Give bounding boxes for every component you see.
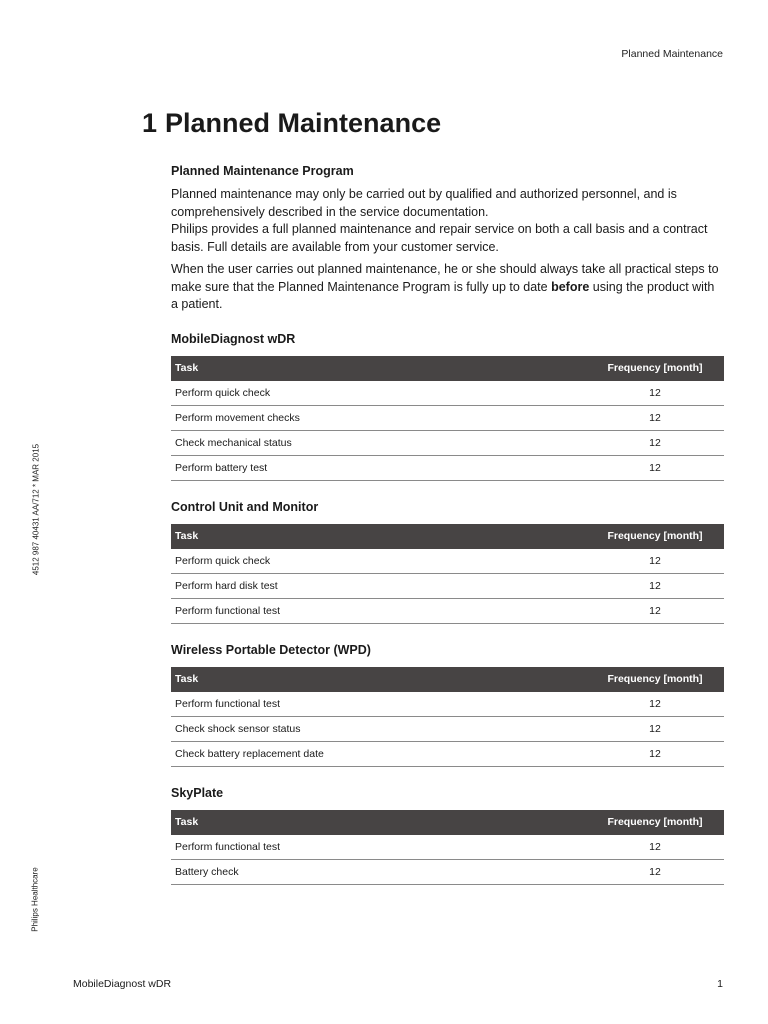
frequency-column-header: Frequency [month] (586, 356, 724, 381)
task-cell: Perform quick check (171, 549, 586, 574)
table-block-control-unit (171, 498, 724, 624)
frequency-column-header: Frequency [month] (586, 810, 724, 835)
maintenance-table (171, 810, 724, 885)
frequency-cell: 12 (586, 716, 724, 741)
task-cell: Perform hard disk test (171, 573, 586, 598)
table-header-row (171, 810, 724, 835)
frequency-cell: 12 (586, 598, 724, 623)
table-row (171, 381, 724, 406)
paragraph-2-start: When the user carries out planned maintenance, he or she should always take all practical steps to make sure that the Planned Maintenance Program is fully up to date (171, 262, 719, 294)
table-row (171, 430, 724, 455)
frequency-cell: 12 (586, 405, 724, 430)
task-column-header: Task (171, 356, 586, 381)
maintenance-table (171, 667, 724, 767)
maintenance-table (171, 524, 724, 624)
maintenance-table (171, 356, 724, 481)
task-cell: Perform battery test (171, 455, 586, 480)
program-heading: Planned Maintenance Program (171, 164, 354, 178)
task-cell: Battery check (171, 859, 586, 884)
task-cell: Check mechanical status (171, 430, 586, 455)
task-cell: Perform functional test (171, 835, 586, 860)
table-row (171, 859, 724, 884)
side-company-name: Philips Healthcare (30, 867, 40, 932)
program-paragraph-1b: Philips provides a full planned maintenance and repair service on both a call basis and a contract basis. Full details are available from your customer service. (171, 222, 708, 254)
table-block-wpd (171, 641, 724, 767)
table-row (171, 455, 724, 480)
frequency-column-header: Frequency [month] (586, 524, 724, 549)
table-title: MobileDiagnost wDR (171, 331, 296, 346)
task-column-header: Task (171, 667, 586, 692)
task-column-header: Task (171, 810, 586, 835)
frequency-cell: 12 (586, 692, 724, 717)
task-cell: Perform movement checks (171, 405, 586, 430)
main-content (171, 162, 724, 885)
frequency-cell: 12 (586, 381, 724, 406)
frequency-column-header: Frequency [month] (586, 667, 724, 692)
program-paragraph-2 (171, 261, 724, 314)
task-cell: Perform quick check (171, 381, 586, 406)
table-header-row (171, 667, 724, 692)
table-row (171, 741, 724, 766)
task-cell: Perform functional test (171, 598, 586, 623)
task-cell: Perform functional test (171, 692, 586, 717)
footer-product-name: MobileDiagnost wDR (73, 978, 172, 990)
task-cell: Check battery replacement date (171, 741, 586, 766)
table-header-row (171, 524, 724, 549)
table-title: Control Unit and Monitor (171, 499, 319, 514)
frequency-cell: 12 (586, 835, 724, 860)
table-row (171, 716, 724, 741)
chapter-number: 1 (142, 108, 158, 138)
paragraph-2-bold: before (551, 279, 590, 294)
table-block-mobilediagnost (171, 330, 724, 481)
table-row (171, 692, 724, 717)
table-row (171, 573, 724, 598)
table-row (171, 835, 724, 860)
table-row (171, 405, 724, 430)
table-header-row (171, 356, 724, 381)
table-row (171, 598, 724, 623)
table-block-skyplate (171, 784, 724, 885)
frequency-cell: 12 (586, 430, 724, 455)
chapter-title-text: Planned Maintenance (165, 108, 442, 138)
paragraph-2-end: using the product with a patient. (171, 279, 715, 311)
chapter-title (142, 108, 441, 139)
frequency-cell: 12 (586, 859, 724, 884)
frequency-cell: 12 (586, 741, 724, 766)
frequency-cell: 12 (586, 573, 724, 598)
table-row (171, 549, 724, 574)
task-column-header: Task (171, 524, 586, 549)
table-title: SkyPlate (171, 785, 224, 800)
program-paragraph-1a: Planned maintenance may only be carried out by qualified and authorized personnel, and is comprehensively described in the service documentation. (171, 187, 677, 219)
footer-page-number: 1 (717, 978, 723, 990)
frequency-cell: 12 (586, 455, 724, 480)
side-document-code: 4512 987 40431 AA/712 * MAR 2015 (31, 443, 41, 576)
task-cell: Check shock sensor status (171, 716, 586, 741)
frequency-cell: 12 (586, 549, 724, 574)
running-header: Planned Maintenance (621, 48, 723, 60)
table-title: Wireless Portable Detector (WPD) (171, 642, 371, 657)
